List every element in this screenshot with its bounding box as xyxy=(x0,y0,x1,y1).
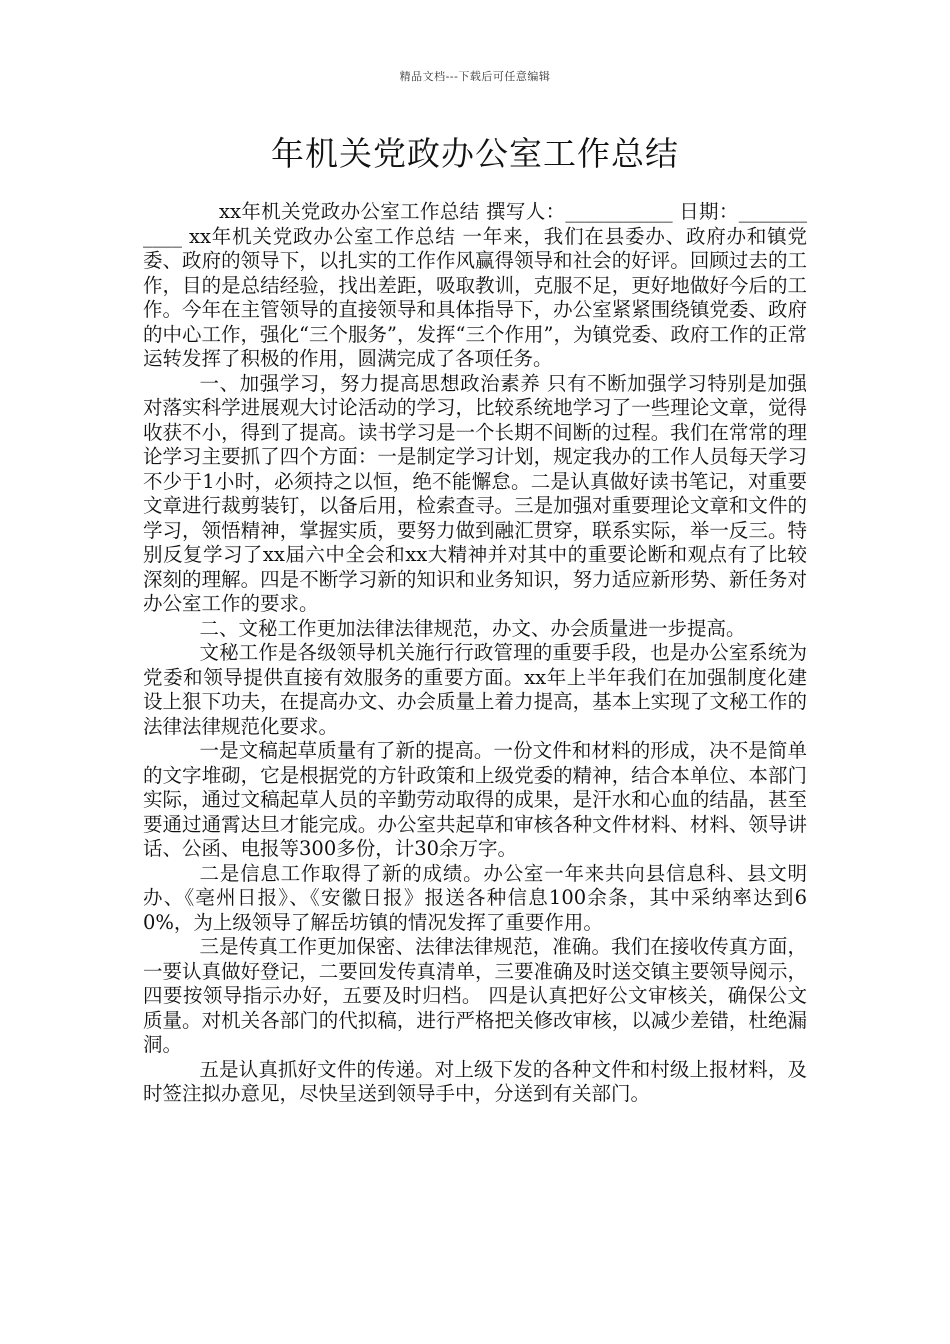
paragraph-intro: xx年机关党政办公室工作总结 撰写人：___________ 日期：___________ xx年机关党政办公室工作总结 一年来，我们在县委办、政府办和镇党委、政府的领导下，以扎实的工作作风赢得领导和社会的好评。回顾过去的工作，目的是总结经验，找出差距，吸取教训，克服不足，更好地做好今后的工作。今年在主管领导的直接领导和具体指导下，办公室紧紧围绕镇党委、政府的中心工作，强化“三个服务”，发挥“三个作用”，为镇党委、政府工作的正常运转发挥了积极的作用，圆满完成了各项任务。 xyxy=(143,200,807,370)
paragraph-section-1: 一、加强学习，努力提高思想政治素养 只有不断加强学习特别是加强对落实科学进展观大讨论活动的学习，比较系统地学习了一些理论文章，觉得收获不小，得到了提高。读书学习是一个长期不间断的过程。我们在常常的理论学习主要抓了四个方面：一是制定学习计划，规定我办的工作人员每天学习不少于1小时，必须持之以恒，绝不能懈怠。二是认真做好读书笔记，对重要文章进行裁剪装钉，以备后用，检索查寻。三是加强对重要理论文章和文件的学习，领悟精神，掌握实质，要努力做到融汇贯穿，联系实际，举一反三。特别反复学习了xx届六中全会和xx大精神并对其中的重要论断和观点有了比较深刻的理解。四是不断学习新的知识和业务知识，努力适应新形势、新任务对办公室工作的要求。 xyxy=(143,371,807,615)
paragraph-section-2-intro: 文秘工作是各级领导机关施行行政管理的重要手段，也是办公室系统为党委和领导提供直接有效服务的重要方面。xx年上半年我们在加强制度化建设上狠下功夫，在提高办文、办会质量上着力提高，基本上实现了文秘工作的法律法律规范化要求。 xyxy=(143,641,807,738)
document-body xyxy=(143,200,807,1107)
paragraph-transmission: 五是认真抓好文件的传递。对上级下发的各种文件和村级上报材料，及时签注拟办意见，尽快呈送到领导手中，分送到有关部门。 xyxy=(143,1057,807,1105)
paragraph-information: 二是信息工作取得了新的成绩。办公室一年来共向县信息科、县文明办、《亳州日报》、《安徽日报》报送各种信息100余条，其中采纳率达到60%，为上级领导了解岳坊镇的情况发挥了重要作用。 xyxy=(143,861,807,934)
document-title: 年机关党政办公室工作总结 xyxy=(271,134,679,173)
paragraph-fax: 三是传真工作更加保密、法律法律规范，准确。我们在接收传真方面，一要认真做好登记，二要回发传真清单，三要准确及时送交镇主要领导阅示，四要按领导指示办好，五要及时归档。 四是认真把好公文审核关，确保公文质量。对机关各部门的代拟稿，进行严格把关修改审核，以减少差错，杜绝漏洞。 xyxy=(143,935,807,1056)
paragraph-drafting: 一是文稿起草质量有了新的提高。一份文件和材料的形成，决不是简单的文字堆砌，它是根据党的方针政策和上级党委的精神，结合本单位、本部门实际，通过文稿起草人员的辛勤劳动取得的成果，是汗水和心血的结晶，甚至要通过通霄达旦才能完成。办公室共起草和审核各种文件材料、材料、领导讲话、公函、电报等300多份，计30余万字。 xyxy=(143,739,807,860)
paragraph-section-2-heading: 二、文秘工作更加法律法律规范，办文、办会质量进一步提高。 xyxy=(199,616,746,640)
page-header: 精品文档---下载后可任意编辑 xyxy=(399,70,551,83)
